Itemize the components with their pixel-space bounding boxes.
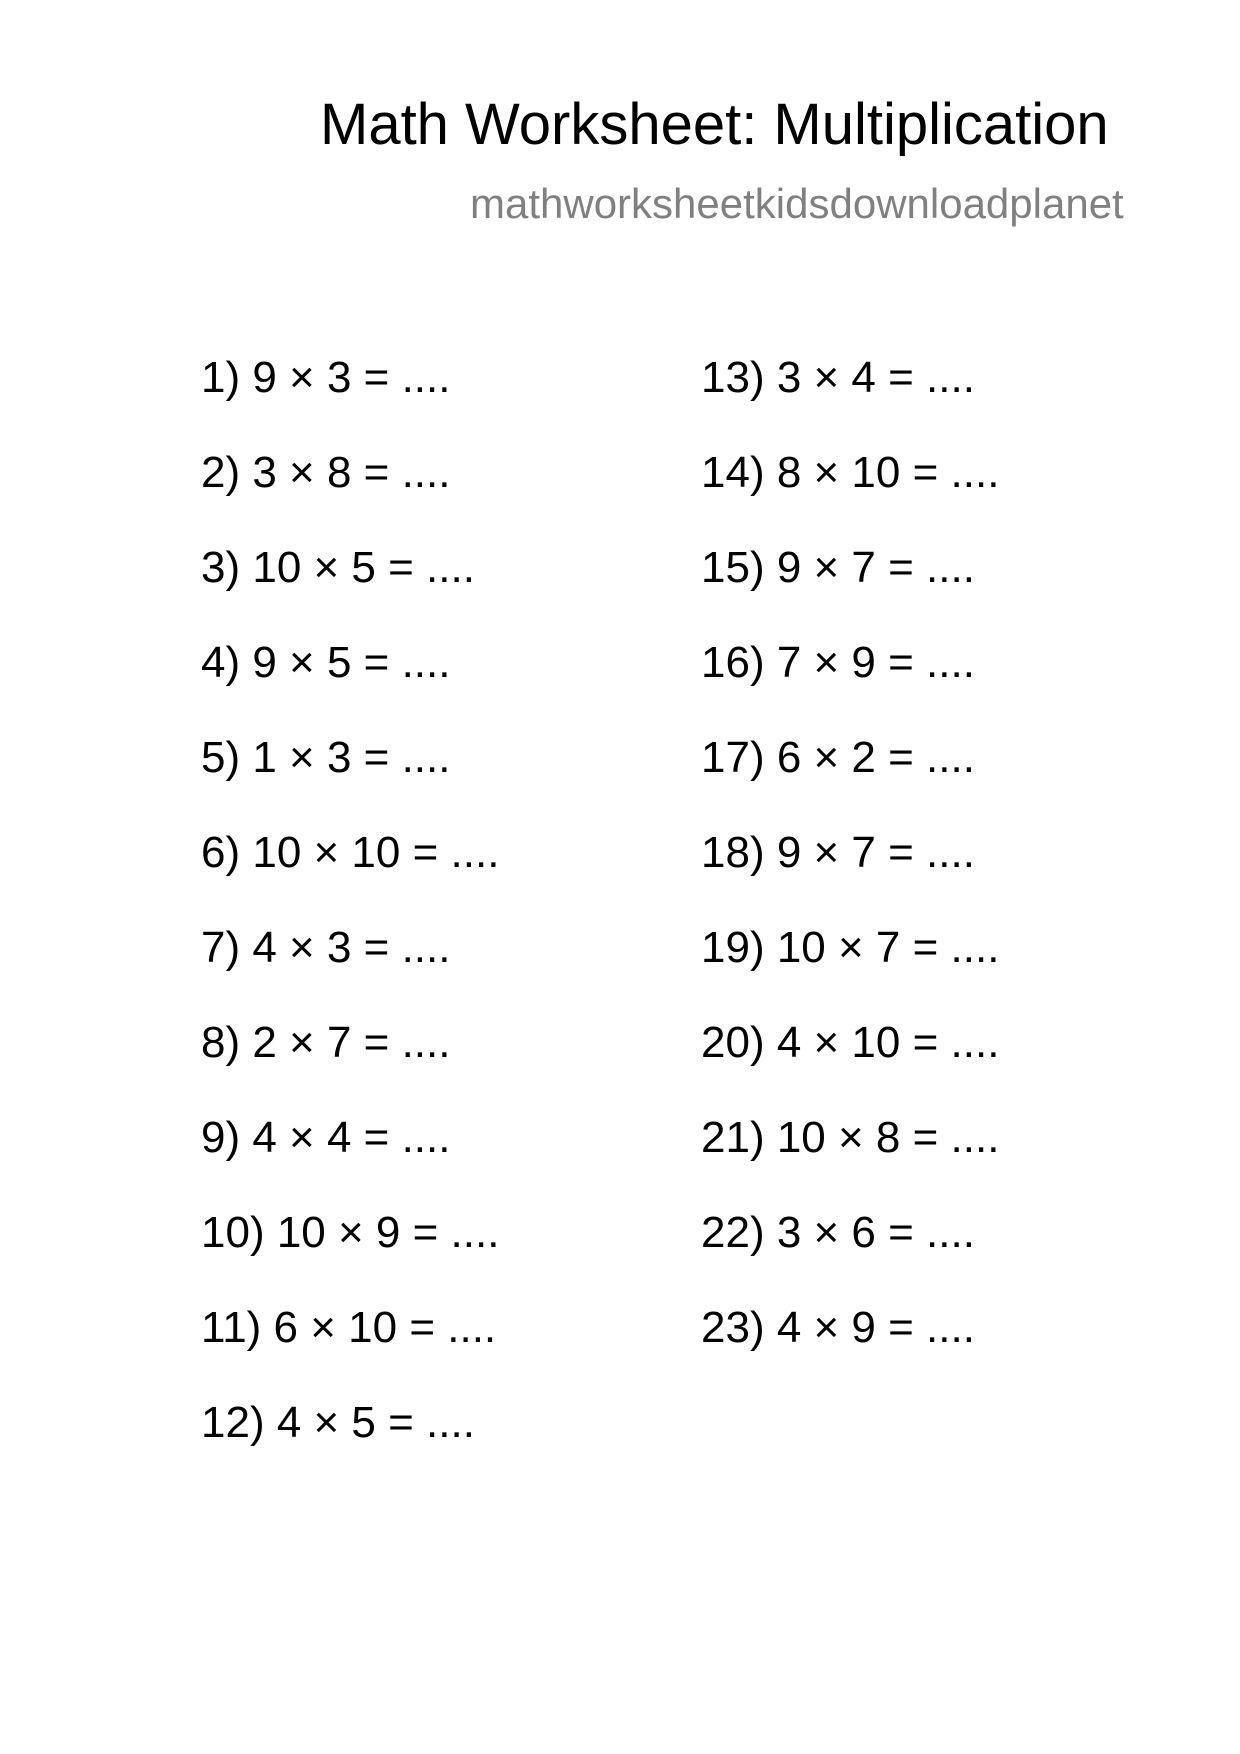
problem-22: 22) 3 × 6 = ....: [701, 1208, 975, 1257]
problem-15: 15) 9 × 7 = ....: [701, 543, 975, 592]
problem-18: 18) 9 × 7 = ....: [701, 828, 975, 877]
problem-5: 5) 1 × 3 = ....: [201, 733, 451, 782]
problem-10: 10) 10 × 9 = ....: [201, 1208, 500, 1257]
problem-14: 14) 8 × 10 = ....: [701, 448, 1000, 497]
problem-4: 4) 9 × 5 = ....: [201, 638, 451, 687]
problem-7: 7) 4 × 3 = ....: [201, 923, 451, 972]
problem-9: 9) 4 × 4 = ....: [201, 1113, 451, 1162]
problem-3: 3) 10 × 5 = ....: [201, 543, 475, 592]
problem-19: 19) 10 × 7 = ....: [701, 923, 1000, 972]
problem-16: 16) 7 × 9 = ....: [701, 638, 975, 687]
problem-23: 23) 4 × 9 = ....: [701, 1303, 975, 1352]
worksheet-title: Math Worksheet: Multiplication: [320, 92, 1109, 157]
problem-21: 21) 10 × 8 = ....: [701, 1113, 1000, 1162]
problem-12: 12) 4 × 5 = ....: [201, 1398, 475, 1447]
problem-20: 20) 4 × 10 = ....: [701, 1018, 1000, 1067]
problem-11: 11) 6 × 10 = ....: [201, 1303, 497, 1352]
problem-6: 6) 10 × 10 = ....: [201, 828, 500, 877]
problem-13: 13) 3 × 4 = ....: [701, 353, 975, 402]
problem-8: 8) 2 × 7 = ....: [201, 1018, 451, 1067]
problem-17: 17) 6 × 2 = ....: [701, 733, 975, 782]
worksheet-source: mathworksheetkidsdownloadplanet: [470, 180, 1124, 227]
problem-1: 1) 9 × 3 = ....: [201, 353, 451, 402]
problem-2: 2) 3 × 8 = ....: [201, 448, 451, 497]
